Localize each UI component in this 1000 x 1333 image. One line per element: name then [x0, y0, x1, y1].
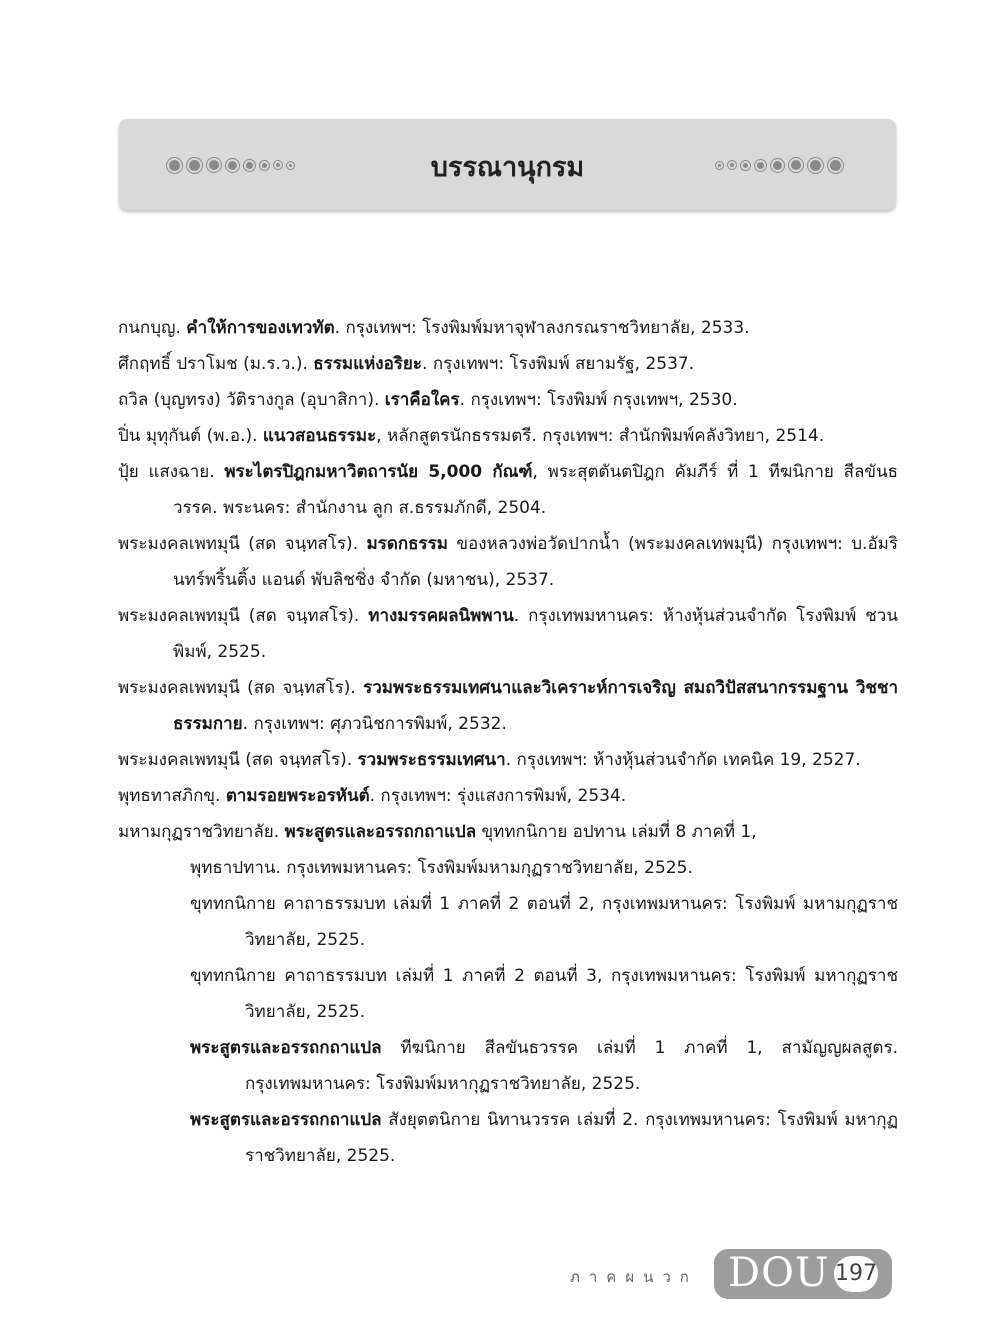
bibliography-entry: กนกบุญ. คำให้การของเทวทัต. กรุงเทพฯ: โรงพิมพ์มหาจุฬาลงกรณราชวิทยาลัย, 2533.	[118, 318, 750, 338]
bibliography-entry: พระมงคลเพทมุนี (สด จนฺทสโร). มรดกธรรม ของหลวงพ่อวัดปากน้ำ (พระมงคลเทพมุนี) กรุงเทพฯ: บ.อัมรินทร์พริ้นติ้ง แอนด์ พับลิชชิ่ง จำกัด (มหาชน), 2537.	[118, 534, 898, 590]
bibliography-subentry: ขุททกนิกาย คาถาธรรมบท เล่มที่ 1 ภาคที่ 2 ตอนที่ 2, กรุงเทพมหานคร: โรงพิมพ์ มหามกุฏราชวิทยาลัย, 2525.	[190, 894, 898, 950]
section-label: ภาคผนวก	[570, 1268, 698, 1286]
dot-icon	[716, 162, 723, 169]
page-title: บรรณานุกรม	[430, 152, 585, 183]
page-badge	[714, 1249, 892, 1299]
decorative-dots-right	[716, 155, 848, 175]
bibliography-entry: ศึกฤทธิ์ ปราโมช (ม.ร.ว.). ธรรมแห่งอริยะ. กรุงเทพฯ: โรงพิมพ์ สยามรัฐ, 2537.	[118, 354, 695, 374]
bibliography-subentry: ขุททกนิกาย คาถาธรรมบท เล่มที่ 1 ภาคที่ 2 ตอนที่ 3, กรุงเทพมหานคร: โรงพิมพ์ มหากุฏราชวิทยาลัย, 2525.	[190, 966, 898, 1022]
dot-icon	[771, 159, 784, 172]
bibliography-entry: พระมงคลเพทมุนี (สด จนฺทสโร). รวมพระธรรมเทศนาและวิเคราะห์การเจริญ สมถวิปัสสนากรรมฐาน วิชชาธรรมกาย. กรุงเทพฯ: ศุภวนิชการพิมพ์, 2532.	[118, 678, 898, 734]
bibliography-entry: พุทธทาสภิกขุ. ตามรอยพระอรหันต์. กรุงเทพฯ: รุ่งแสงการพิมพ์, 2534.	[118, 786, 627, 806]
dot-icon	[789, 158, 803, 172]
brand-logo-text: DOU	[728, 1250, 830, 1296]
dot-icon	[828, 158, 843, 173]
bibliography-entry: พระมงคลเพทมุนี (สด จนฺทสโร). ทางมรรคผลนิพพาน. กรุงเทพมหานคร: ห้างหุ้นส่วนจำกัด โรงพิมพ์ ชวนพิมพ์, 2525.	[118, 606, 898, 662]
bibliography-entry: มหามกุฏราชวิทยาลัย. พระสูตรและอรรถกถาแปล ขุททกนิกาย อปทาน เล่มที่ 8 ภาคที่ 1,	[118, 822, 757, 842]
bibliography-subentry: พุทธาปทาน. กรุงเทพมหานคร: โรงพิมพ์มหามกุฏราชวิทยาลัย, 2525.	[190, 858, 693, 878]
bibliography-entry: ปุ้ย แสงฉาย. พระไตรปิฎกมหาวิตถารนัย 5,000 กัณฑ์, พระสุตตันตปิฎก คัมภีร์ ที่ 1 ทีฆนิกาย สีลขันธวรรค. พระนคร: สำนักงาน ลูก ส.ธรรมภักดี, 2504.	[118, 462, 898, 518]
dot-icon	[755, 160, 766, 171]
bibliography-entry: พระมงคลเพทมุนี (สด จนฺทสโร). รวมพระธรรมเทศนา. กรุงเทพฯ: ห้างหุ้นส่วนจำกัด เทคนิค 19, 2527.	[118, 750, 861, 770]
dot-icon	[741, 161, 750, 170]
bibliography-subentry: พระสูตรและอรรถกถาแปล ทีฆนิกาย สีลขันธวรรค เล่มที่ 1 ภาคที่ 1, สามัญญผลสูตร. กรุงเทพมหานคร: โรงพิมพ์มหากุฏราชวิทยาลัย, 2525.	[190, 1038, 898, 1094]
bibliography-list	[118, 310, 898, 1174]
page-number: 197	[834, 1256, 878, 1292]
bibliography-subentries	[118, 850, 898, 1174]
bibliography-entry: ถวิล (บุญทรง) วัติรางกูล (อุบาสิกา). เราคือใคร. กรุงเทพฯ: โรงพิมพ์ กรุงเทพฯ, 2530.	[118, 390, 738, 410]
chapter-header	[119, 119, 896, 210]
bibliography-entry: ปิ่น มุทุกันต์ (พ.อ.). แนวสอนธรรมะ, หลักสูตรนักธรรมตรี. กรุงเทพฯ: สำนักพิมพ์คลังวิทยา, 2514.	[118, 426, 825, 446]
dot-icon	[808, 158, 823, 173]
dot-icon	[728, 161, 736, 169]
bibliography-subentry: พระสูตรและอรรถกถาแปล สังยุตตนิกาย นิทานวรรค เล่มที่ 2. กรุงเทพมหานคร: โรงพิมพ์ มหากุฏราชวิทยาลัย, 2525.	[190, 1110, 898, 1166]
